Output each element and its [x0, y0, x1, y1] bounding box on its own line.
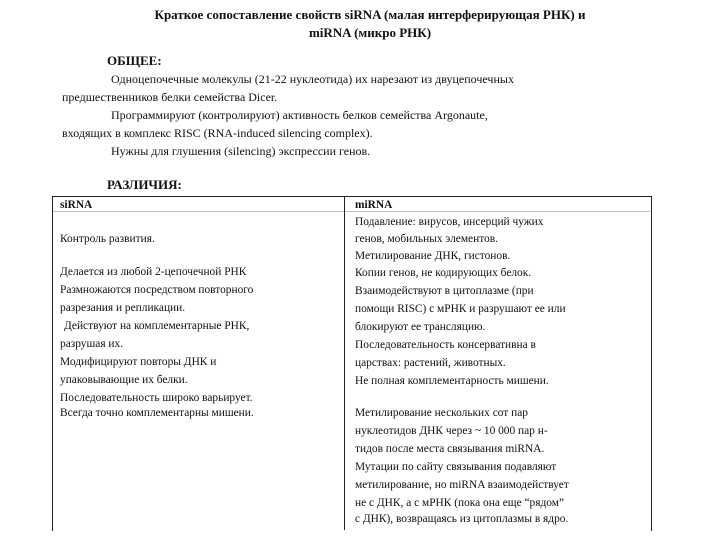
- table-column-divider: [344, 196, 345, 530]
- sirna-item: Размножаются посредством повторного: [60, 284, 254, 296]
- col-header-sirna: siRNA: [60, 199, 93, 211]
- mirna-item: Метилирование ДНК, гистонов.: [355, 250, 511, 262]
- mirna-item: царствах: растений, животных.: [355, 357, 506, 369]
- mirna-item: Метилирование нескольких сот пар: [355, 407, 528, 419]
- sirna-item: Последовательность широко варьирует.: [60, 392, 253, 404]
- mirna-item: генов, мобильных элементов.: [355, 233, 498, 245]
- sirna-item: упаковывающие их белки.: [60, 374, 188, 386]
- common-line: предшественников белки семейства Dicer.: [62, 90, 278, 104]
- mirna-item: с ДНК), возвращаясь из цитоплазмы в ядро.: [355, 513, 569, 525]
- mirna-item: Копии генов, не кодирующих белок.: [355, 267, 532, 279]
- title-line-1: Краткое сопоставление свойств siRNA (малая интерферирующая РНК) и: [154, 7, 586, 22]
- mirna-item: нуклеотидов ДНК через ~ 10 000 пар н-: [355, 425, 548, 437]
- common-line: входящих в комплекс RISC (RNA-induced silencing complex).: [62, 126, 373, 140]
- sirna-item: Всегда точно комплементарны мишени.: [60, 407, 254, 419]
- common-heading: ОБЩЕЕ:: [107, 53, 162, 68]
- mirna-item: Взаимодействуют в цитоплазме (при: [355, 285, 534, 297]
- sirna-item: Делается из любой 2-цепочечной РНК: [60, 266, 247, 278]
- mirna-item: не с ДНК, а с мРНК (пока она еще “рядом”: [355, 497, 565, 509]
- mirna-item: тидов после места связывания miRNA.: [355, 443, 545, 455]
- common-line: Программируют (контролируют) активность белков семейства Argonaute,: [111, 108, 488, 122]
- document-title: [60, 6, 680, 42]
- common-line: Нужны для глушения (silencing) экспрессии генов.: [111, 144, 371, 158]
- mirna-item: помощи RISC) с мРНК и разрушают ее или: [355, 303, 566, 315]
- mirna-item: Мутации по сайту связывания подавляют: [355, 461, 557, 473]
- sirna-item: Действуют на комплементарные РНК,: [64, 320, 250, 332]
- mirna-item: Подавление: вирусов, инсерций чужих: [355, 216, 544, 228]
- sirna-item: Контроль развития.: [60, 233, 155, 245]
- mirna-item: Не полная комплементарность мишени.: [355, 375, 549, 387]
- mirna-item: блокируют ее трансляцию.: [355, 321, 486, 333]
- mirna-item: Последовательность консервативна в: [355, 339, 536, 351]
- col-header-mirna: miRNA: [355, 199, 393, 211]
- title-line-2: miRNA (микро РНК): [308, 25, 432, 40]
- table-header-rule: [52, 211, 650, 212]
- common-line: Одноцепочечные молекулы (21-22 нуклеотида) их нарезают из двуцепочечных: [111, 72, 514, 86]
- differences-heading: РАЗЛИЧИЯ:: [107, 177, 182, 192]
- sirna-item: разрушая их.: [60, 338, 124, 350]
- sirna-item: разрезания и репликации.: [60, 302, 186, 314]
- sirna-item: Модифицируют повторы ДНК и: [60, 356, 217, 368]
- mirna-item: метилирование, но miRNA взаимодействует: [355, 479, 569, 491]
